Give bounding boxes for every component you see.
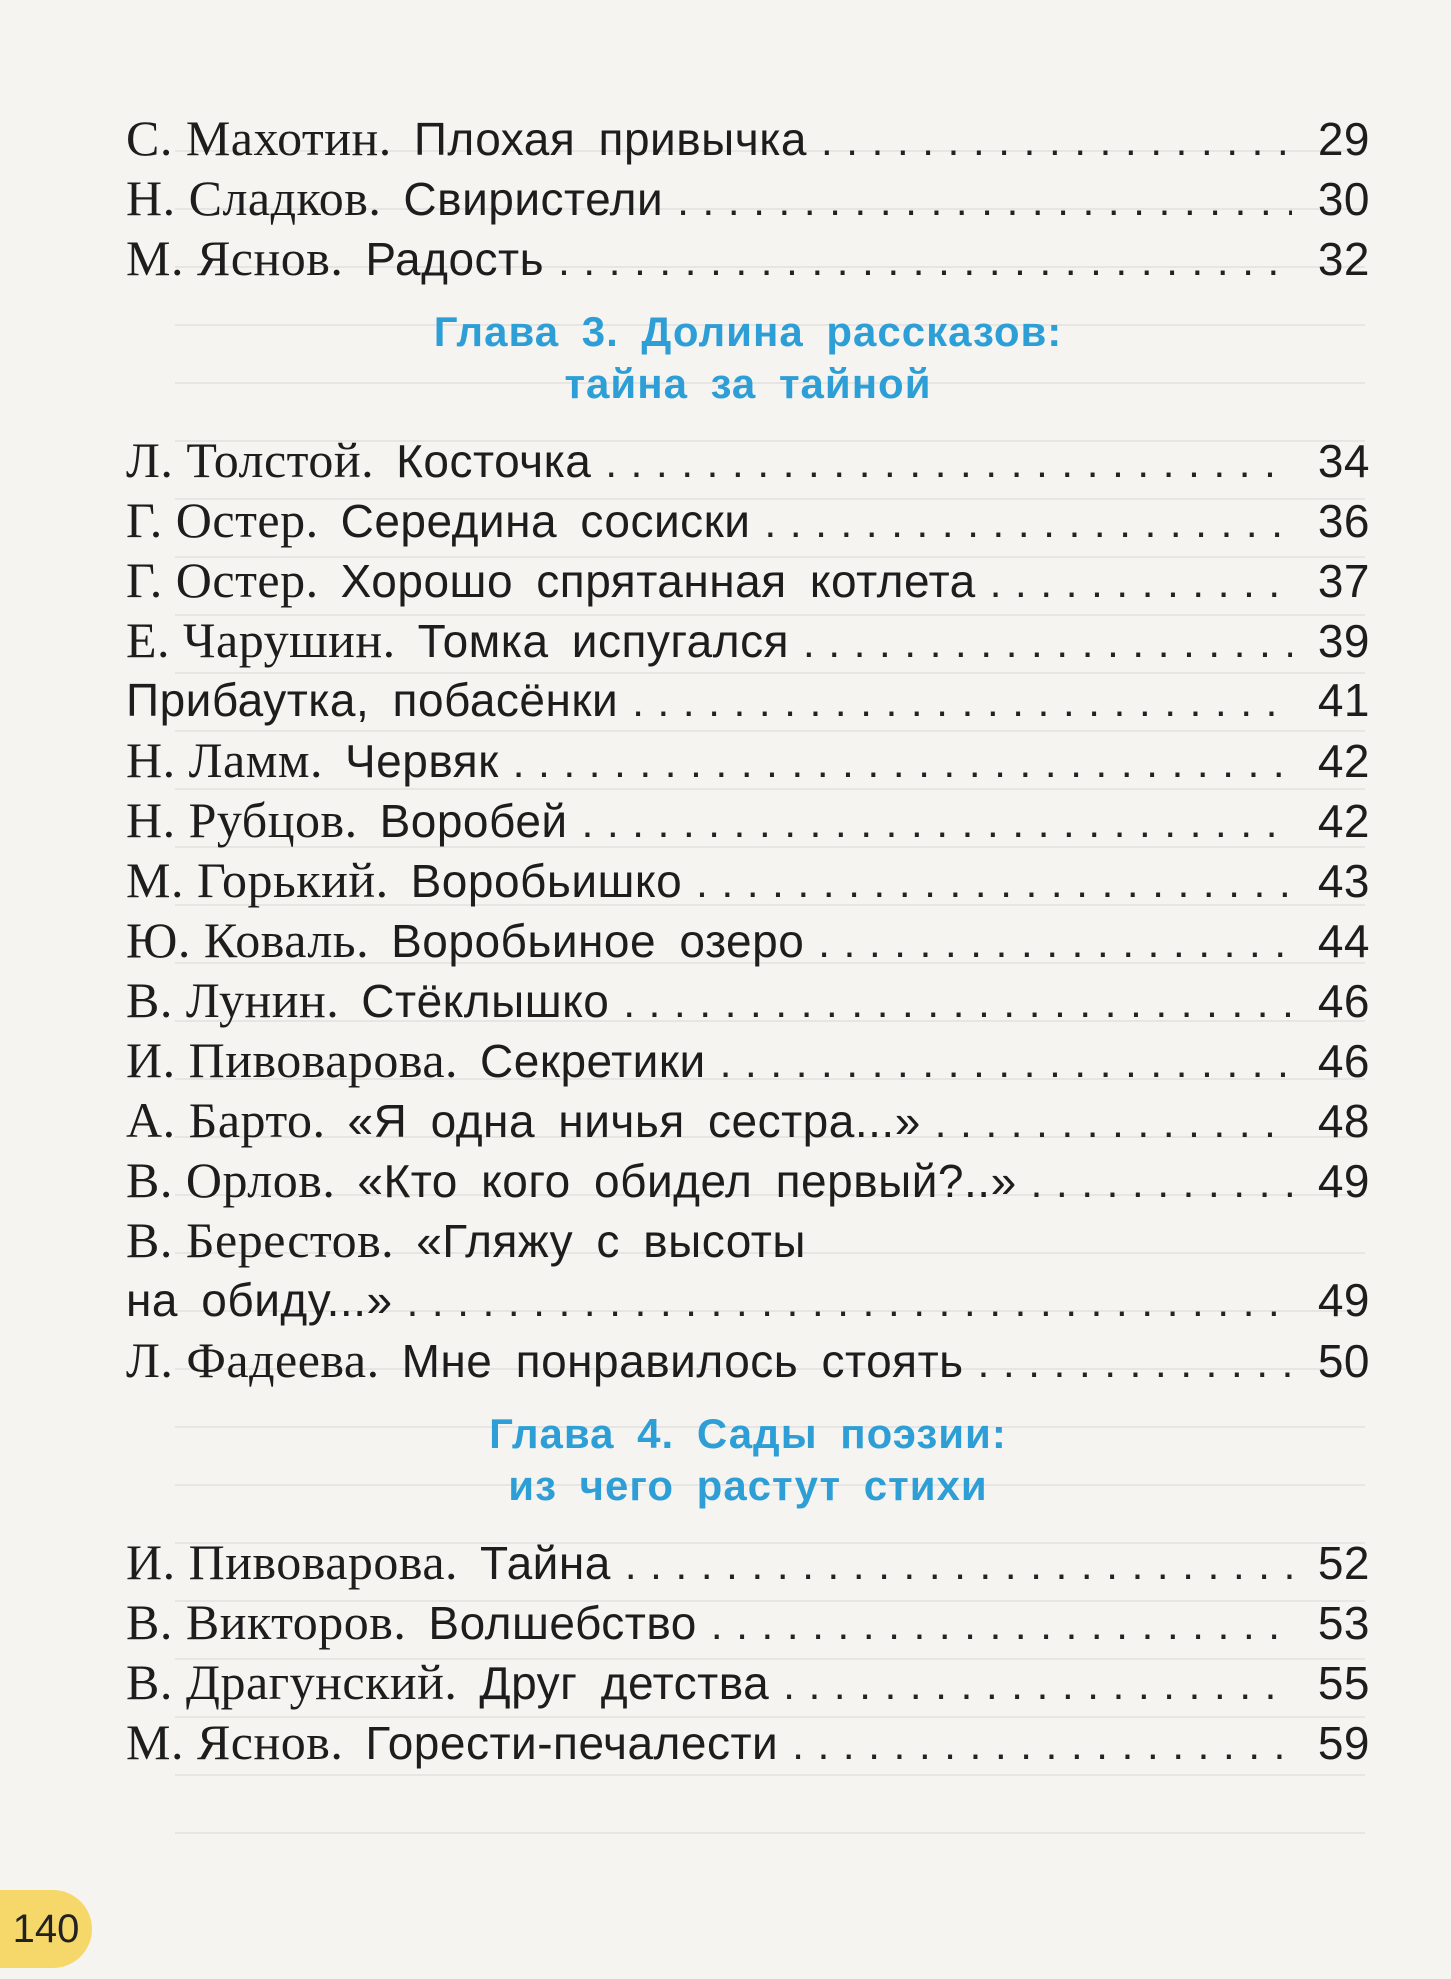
chapter-3-title: Глава 3. Долина рассказов:: [433, 308, 1063, 355]
toc-entry[interactable]: [126, 430, 1370, 490]
chapter-3-heading: [126, 306, 1370, 410]
toc-entry-author: Н. Сладков.: [126, 170, 382, 226]
leader-dots: [978, 1333, 1292, 1393]
toc-entry[interactable]: [126, 490, 1370, 550]
toc-entry[interactable]: [126, 550, 1370, 610]
toc-entry-title: «Кто кого обидел первый?..»: [357, 1155, 1017, 1207]
toc-entry-author: М. Яснов.: [126, 1714, 344, 1770]
toc-entry-page: 36: [1317, 495, 1370, 547]
toc-entry[interactable]: [126, 108, 1370, 168]
toc-entry-page: 46: [1317, 975, 1370, 1027]
toc-entry-page: 29: [1317, 113, 1370, 165]
toc-entry-author: В. Викторов.: [126, 1594, 407, 1650]
leader-dots: [821, 111, 1292, 171]
leader-dots: [783, 1655, 1292, 1715]
toc-entry[interactable]: [126, 1592, 1370, 1652]
toc-entry-title: Друг детства: [479, 1657, 770, 1709]
toc-entry-author: В. Берестов.: [126, 1212, 395, 1268]
toc-entry[interactable]: [126, 610, 1370, 670]
toc-entry-page: 46: [1317, 1035, 1370, 1087]
toc-entry-title-line1: «Гляжу с высоты: [416, 1215, 806, 1267]
leader-dots: [625, 1535, 1292, 1595]
toc-entry-page: 48: [1317, 1095, 1370, 1147]
leader-dots: [803, 613, 1292, 673]
leader-dots: [623, 973, 1292, 1033]
toc-entry-fadeeva[interactable]: [126, 1330, 1370, 1390]
toc-entry[interactable]: [126, 730, 1370, 790]
toc-entry-title: Тайна: [480, 1537, 611, 1589]
leader-dots: [1031, 1153, 1292, 1213]
toc-entry-title: Червяк: [345, 735, 499, 787]
toc-entry[interactable]: [126, 670, 1370, 730]
toc-entry-page: 49: [1317, 1274, 1370, 1326]
toc-entry-page: 53: [1317, 1597, 1370, 1649]
toc-entry-page: 42: [1317, 735, 1370, 787]
page-number-badge: [0, 1890, 92, 1968]
toc-entry-page: 50: [1317, 1335, 1370, 1387]
toc-entry-title: Свиристели: [403, 173, 664, 225]
toc-entry-title: Стёклышко: [361, 975, 610, 1027]
toc-entry-title: Мне понравилось стоять: [401, 1335, 964, 1387]
toc-entry-page: 55: [1317, 1657, 1370, 1709]
toc-entry[interactable]: [126, 1652, 1370, 1712]
leader-dots: [582, 793, 1292, 853]
leader-dots: [935, 1093, 1292, 1153]
toc-entry-title: Плохая привычка: [413, 113, 807, 165]
leader-dots: [696, 853, 1292, 913]
toc-entry-title: Секретики: [480, 1035, 706, 1087]
leader-dots: [720, 1033, 1292, 1093]
toc-entry-author: Г. Остер.: [126, 552, 319, 608]
leader-dots: [792, 1715, 1292, 1775]
toc-entry-title: Воробьиное озеро: [391, 915, 805, 967]
toc-entry[interactable]: [126, 168, 1370, 228]
leader-dots: [677, 171, 1292, 231]
toc-entry-title: Воробей: [379, 795, 568, 847]
toc-entry[interactable]: [126, 1150, 1370, 1210]
toc-entry-berestov[interactable]: [126, 1210, 1370, 1330]
toc-entry-page: 44: [1317, 915, 1370, 967]
toc-entry-title: Хорошо спрятанная котлета: [340, 555, 976, 607]
toc-entry-page: 43: [1317, 855, 1370, 907]
toc-entry[interactable]: [126, 1532, 1370, 1592]
chapter-4-subtitle: из чего растут стихи: [508, 1462, 988, 1509]
toc-entry-title-line2: на обиду...»: [126, 1274, 393, 1326]
toc-entry[interactable]: [126, 970, 1370, 1030]
toc-entry-author: Е. Чарушин.: [126, 612, 396, 668]
leader-dots: [632, 672, 1292, 732]
leader-dots: [818, 913, 1292, 973]
toc-entry[interactable]: [126, 228, 1370, 288]
chapter-4-heading: [126, 1408, 1370, 1512]
toc-entry-author: Ю. Коваль.: [126, 912, 370, 968]
toc-entry[interactable]: [126, 1090, 1370, 1150]
leader-dots: [605, 433, 1292, 493]
leader-dots: [711, 1595, 1292, 1655]
toc-entry-author: В. Драгунский.: [126, 1654, 458, 1710]
toc-entry-title: Радость: [365, 233, 545, 285]
chapter-4-title: Глава 4. Сады поэзии:: [489, 1410, 1007, 1457]
page-number: 140: [12, 1906, 80, 1951]
toc-entry-author: М. Горький.: [126, 852, 389, 908]
toc-list-chapter-3: [126, 430, 1370, 1210]
toc-entry-title: Томка испугался: [417, 615, 790, 667]
toc-entry[interactable]: [126, 1030, 1370, 1090]
toc-entry-author: Л. Фадеева.: [126, 1332, 380, 1388]
toc-entry-author: В. Орлов.: [126, 1152, 336, 1208]
toc-entry-title: Середина сосиски: [340, 495, 751, 547]
toc-entry-author: В. Лунин.: [126, 972, 340, 1028]
toc-entry[interactable]: [126, 1712, 1370, 1772]
toc-entry-title: «Я одна ничья сестра...»: [347, 1095, 921, 1147]
leader-dots: [513, 733, 1292, 793]
toc-entry-title: Прибаутка, побасёнки: [126, 674, 619, 726]
toc-entry-author: Н. Рубцов.: [126, 792, 358, 848]
leader-dots: [558, 231, 1292, 291]
toc-entry-author: М. Яснов.: [126, 230, 344, 286]
leader-dots: [407, 1272, 1292, 1332]
toc-entry[interactable]: [126, 910, 1370, 970]
toc-entry-page: 30: [1317, 173, 1370, 225]
toc-entry-page: 37: [1317, 555, 1370, 607]
chapter-3-subtitle: тайна за тайной: [564, 360, 932, 407]
toc-entry-page: 49: [1317, 1155, 1370, 1207]
toc-entry-title: Горести-печалести: [365, 1717, 779, 1769]
toc-entry-author: Л. Толстой.: [126, 432, 375, 488]
toc-entry-page: 32: [1317, 233, 1370, 285]
toc-list-top: [126, 108, 1370, 288]
toc-entry-author: Г. Остер.: [126, 492, 319, 548]
toc-entry-page: 52: [1317, 1537, 1370, 1589]
toc-entry-author: Н. Ламм.: [126, 732, 323, 788]
toc-entry-author: А. Барто.: [126, 1092, 326, 1148]
table-of-contents: [126, 108, 1370, 1772]
toc-entry-page: 59: [1317, 1717, 1370, 1769]
toc-entry-author: И. Пивоварова.: [126, 1032, 459, 1088]
toc-entry-author: С. Махотин.: [126, 110, 392, 166]
leader-dots: [990, 553, 1292, 613]
toc-entry-title: Волшебство: [428, 1597, 697, 1649]
toc-entry-page: 42: [1317, 795, 1370, 847]
leader-dots: [765, 493, 1292, 553]
toc-entry-title: Воробьишко: [410, 855, 683, 907]
toc-list-chapter-4: [126, 1532, 1370, 1772]
toc-entry[interactable]: [126, 850, 1370, 910]
toc-entry-page: 39: [1317, 615, 1370, 667]
toc-entry-page: 41: [1317, 674, 1370, 726]
toc-entry-page: 34: [1317, 435, 1370, 487]
toc-entry-author: И. Пивоварова.: [126, 1534, 459, 1590]
toc-entry-title: Косточка: [396, 435, 592, 487]
toc-entry[interactable]: [126, 790, 1370, 850]
